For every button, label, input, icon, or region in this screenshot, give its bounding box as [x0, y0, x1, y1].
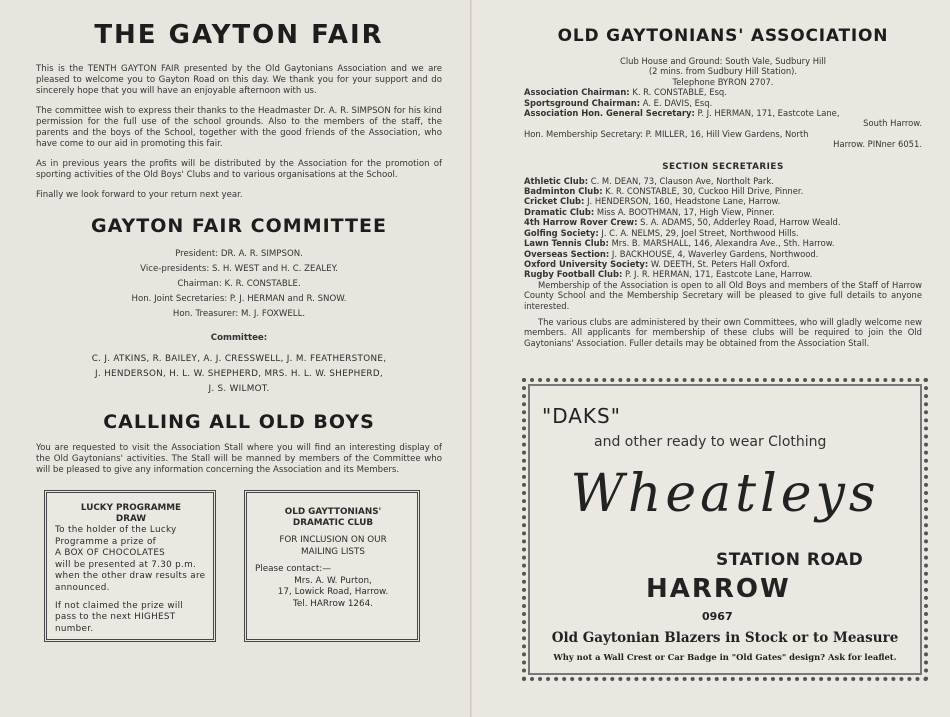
membership-continuation: Harrow. PINner 6051.	[833, 139, 922, 150]
officers-list	[36, 247, 442, 346]
ad-clothing: and other ready to wear Clothing	[594, 434, 827, 450]
club-line-3: Telephone BYRON 2707.	[672, 76, 774, 87]
left-page	[0, 0, 472, 717]
drama-line-2: MAILING LISTS	[301, 546, 365, 557]
drama-name: Mrs. A. W. Purton,	[294, 575, 372, 586]
section-row: Athletic Club: C. M. DEAN, 73, Clauson Ave, Northolt Park.	[524, 175, 774, 186]
lucky-line: A BOX OF CHOCOLATES	[55, 548, 166, 559]
lucky-line: when the other draw results are	[55, 571, 206, 582]
lucky-line: Programme a prize of	[55, 536, 157, 547]
calling-title: CALLING ALL OLD BOYS	[103, 411, 375, 433]
lucky-line: To the holder of the Lucky	[55, 525, 177, 535]
committee-members	[30, 352, 448, 397]
drama-tel: Tel. HARrow 1264.	[292, 598, 374, 609]
intro-paragraph-2: The committee wish to express their thanks to the Headmaster Dr. A. R. SIMPSON for his kind permission for the full use of the school grounds. Also to the members of the staff, the parents and the boys of the School, together with the good friends of the Association, who have come to our aid in promoting this fair.	[36, 106, 442, 149]
calling-paragraph: You are requested to visit the Association Stall where you will find an interesting display of the Old Gaytonians' activities. The Stall will be manned by members of the Committee who will be pleased to give any information concerning the Association and its Members.	[36, 443, 442, 475]
lucky-line: number.	[55, 623, 94, 634]
ad-crest-note: Why not a Wall Crest or Car Badge in "Old Gates" design? Ask for leaflet.	[553, 652, 897, 662]
members-line-3: J. S. WILMOT.	[208, 384, 270, 394]
ad-station-road: STATION ROAD	[716, 550, 864, 570]
ad-blazers: Old Gaytonian Blazers in Stock or to Measure	[551, 630, 899, 646]
lucky-draw-box	[44, 490, 216, 642]
section-row: 4th Harrow Rover Crew: S. A. ADAMS, 50, Adderley Road, Harrow Weald.	[524, 217, 841, 228]
lucky-line: will be presented at 7.30 p.m.	[55, 559, 197, 570]
intro-paragraph-4: Finally we look forward to your return next year.	[36, 190, 243, 200]
section-row: Lawn Tennis Club: Mrs. B. MARSHALL, 146, Alexandra Ave., Sth. Harrow.	[524, 238, 835, 249]
members-line-1: C. J. ATKINS, R. BAILEY, A. J. CRESSWELL, J. M. FEATHERSTONE,	[91, 354, 387, 364]
lucky-line: If not claimed the prize will	[55, 600, 184, 611]
official-row: Association Hon. General Secretary: P. J. HERMAN, 171, Eastcote Lane,	[524, 108, 840, 119]
lucky-title-2: DRAW	[115, 514, 147, 524]
ad-brand: Wheatleys	[570, 464, 880, 524]
section-row: Golfing Society: J. C. A. NELMS, 29, Joel Street, Northwood Hills.	[524, 227, 799, 238]
club-line-1: Club House and Ground: South Vale, Sudbury Hill	[620, 56, 826, 66]
section-secretaries-list	[524, 176, 922, 280]
ad-harrow: HARROW	[646, 574, 791, 604]
drama-contact: Please contact:—	[255, 564, 332, 575]
committee-title: GAYTON FAIR COMMITTEE	[91, 215, 387, 237]
section-row: Badminton Club: K. R. CONSTABLE, 30, Cuckoo Hill Drive, Pinner.	[524, 186, 804, 197]
section-row: Rugby Football Club: P. J. R. HERMAN, 171, Eastcote Lane, Harrow.	[524, 269, 813, 280]
membership-paragraph: Membership of the Association is open to all Old Boys and members of the Staff of Harrow County School and the Membership Secretary will be pleased to give full details to anyone interested.	[524, 279, 922, 311]
gen-sec-continuation: South Harrow.	[863, 118, 922, 129]
committee-label: Committee:	[210, 333, 268, 343]
intro-paragraph-3: As in previous years the profits will be distributed by the Association for the promotion of sporting activities of the Old Boys' Clubs and to various organisations at the School.	[36, 159, 442, 180]
wheatleys-advert	[522, 378, 928, 681]
lucky-line: pass to the next HIGHEST	[55, 612, 176, 623]
club-line-2: (2 mins. from Sudbury Hill Station).	[648, 66, 798, 77]
lucky-title-1: LUCKY PROGRAMME	[80, 503, 182, 513]
notice-boxes	[36, 490, 442, 650]
officer-secretaries: Hon. Joint Secretaries: P. J. HERMAN and R. SNOW.	[131, 294, 347, 304]
officer-vice-presidents: Vice-presidents: S. H. WEST and H. C. ZEALEY.	[140, 264, 338, 274]
drama-title-1: OLD GAYTTONIANS'	[284, 507, 382, 517]
clubs-paragraph: The various clubs are administered by their own Committees, who will gladly welcome new members. All applicants for membership of these clubs will be required to join the Old Gaytonians' Association. Fuller details may be obtained from the Association Stall.	[524, 316, 922, 348]
drama-address: 17, Lowick Road, Harrow.	[277, 587, 389, 598]
officer-president: President: DR. A. R. SIMPSON.	[175, 249, 303, 259]
section-row: Overseas Section: J. BACKHOUSE, 4, Waverley Gardens, Northwood.	[524, 248, 819, 259]
officer-chairman: Chairman: K. R. CONSTABLE.	[177, 279, 301, 289]
members-line-2: J. HENDERSON, H. L. W. SHEPHERD, MRS. H. L. W. SHEPHERD,	[94, 369, 384, 379]
official-row: Sportsground Chairman: A. E. DAVIS, Esq.	[524, 97, 713, 108]
section-secretaries-title: SECTION SECRETARIES	[662, 161, 784, 172]
intro-paragraph-1: This is the TENTH GAYTON FAIR presented by the Old Gaytonians Association and we are pleased to welcome you to Gayton Road on this day. We thank you for your support and do sincerely hope that you will have an enjoyable afternoon with us.	[36, 64, 442, 96]
lucky-line: announced.	[55, 582, 110, 593]
dramatic-club-box	[244, 490, 420, 642]
ad-daks: "DAKS"	[542, 404, 621, 428]
right-page	[474, 0, 950, 717]
drama-line-1: FOR INCLUSION ON OUR	[279, 535, 387, 545]
fair-title: THE GAYTON FAIR	[94, 20, 384, 50]
section-row: Dramatic Club: Miss A. BOOTHMAN, 17, High View, Pinner.	[524, 206, 775, 217]
section-row: Oxford University Society: W. DEETH, St. Peters Hall Oxford.	[524, 258, 790, 269]
officer-treasurer: Hon. Treasurer: M. J. FOXWELL.	[172, 309, 306, 319]
membership-secretary: Hon. Membership Secretary: P. MILLER, 16, Hill View Gardens, North	[524, 128, 809, 139]
section-row: Cricket Club: J. HENDERSON, 160, Headstone Lane, Harrow.	[524, 196, 781, 207]
official-row: Association Chairman: K. R. CONSTABLE, Esq.	[524, 87, 727, 98]
drama-title-2: DRAMATIC CLUB	[292, 518, 374, 528]
association-title: OLD GAYTONIANS' ASSOCIATION	[557, 26, 889, 46]
ad-phone: 0967	[702, 610, 733, 623]
